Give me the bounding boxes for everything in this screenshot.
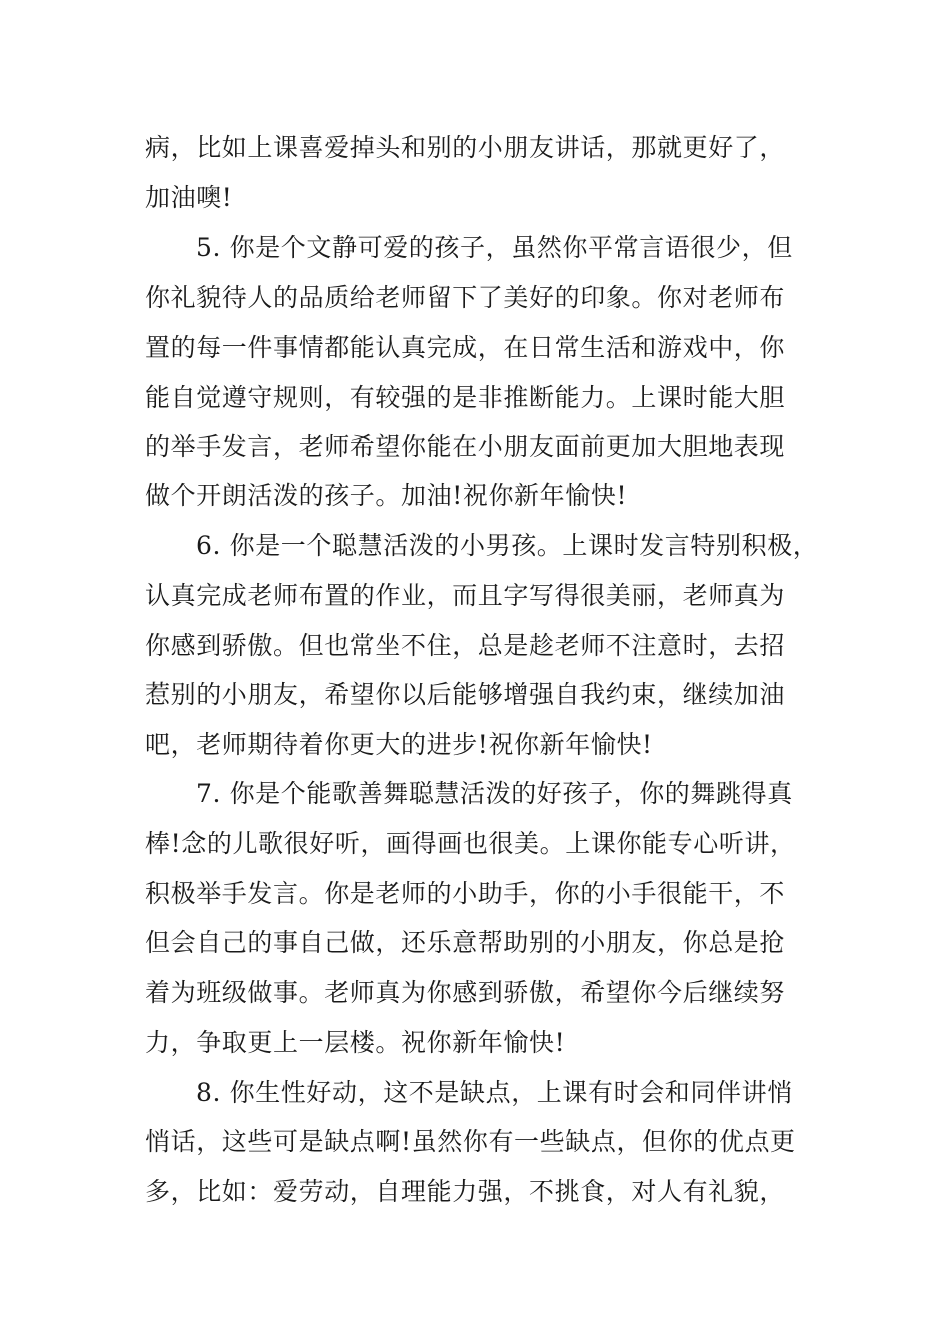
text-line: 认真完成老师布置的作业，而且字写得很美丽，老师真为 [145, 581, 786, 610]
paragraph-8-start: 8. 你生性好动，这不是缺点，上课有时会和同伴讲悄 [196, 1078, 793, 1107]
text-line: 惹别的小朋友，希望你以后能够增强自我约束，继续加油 [145, 680, 786, 709]
text-line: 做个开朗活泼的孩子。加油!祝你新年愉快! [145, 481, 628, 510]
text-line: 着为班级做事。老师真为你感到骄傲，希望你今后继续努 [145, 978, 786, 1007]
paragraph-6-start: 6. 你是一个聪慧活泼的小男孩。上课时发言特别积极， [196, 531, 819, 560]
text-line: 加油噢! [145, 183, 233, 212]
text-line: 棒!念的儿歌很好听，画得画也很美。上课你能专心听讲， [145, 829, 796, 858]
text-line: 能自觉遵守规则，有较强的是非推断能力。上课时能大胆 [145, 383, 786, 412]
text-line: 病，比如上课喜爱掉头和别的小朋友讲话，那就更好了， [145, 133, 786, 162]
paragraph-5-start: 5. 你是个文静可爱的孩子，虽然你平常言语很少，但 [196, 233, 793, 262]
text-line: 积极举手发言。你是老师的小助手，你的小手很能干，不 [145, 879, 786, 908]
text-line: 多，比如：爱劳动，自理能力强，不挑食，对人有礼貌， [145, 1177, 786, 1206]
text-line: 你感到骄傲。但也常坐不住，总是趁老师不注意时，去招 [145, 631, 786, 660]
text-line: 你礼貌待人的品质给老师留下了美好的印象。你对老师布 [145, 283, 786, 312]
text-line: 置的每一件事情都能认真完成，在日常生活和游戏中，你 [145, 333, 786, 362]
text-line: 吧，老师期待着你更大的进步!祝你新年愉快! [145, 730, 653, 759]
text-line: 悄话，这些可是缺点啊!虽然你有一些缺点，但你的优点更 [145, 1127, 796, 1156]
paragraph-7-start: 7. 你是个能歌善舞聪慧活泼的好孩子，你的舞跳得真 [196, 779, 793, 808]
text-line: 的举手发言，老师希望你能在小朋友面前更加大胆地表现 [145, 432, 786, 461]
text-line: 力，争取更上一层楼。祝你新年愉快! [145, 1028, 566, 1057]
text-line: 但会自己的事自己做，还乐意帮助别的小朋友，你总是抢 [145, 928, 786, 957]
